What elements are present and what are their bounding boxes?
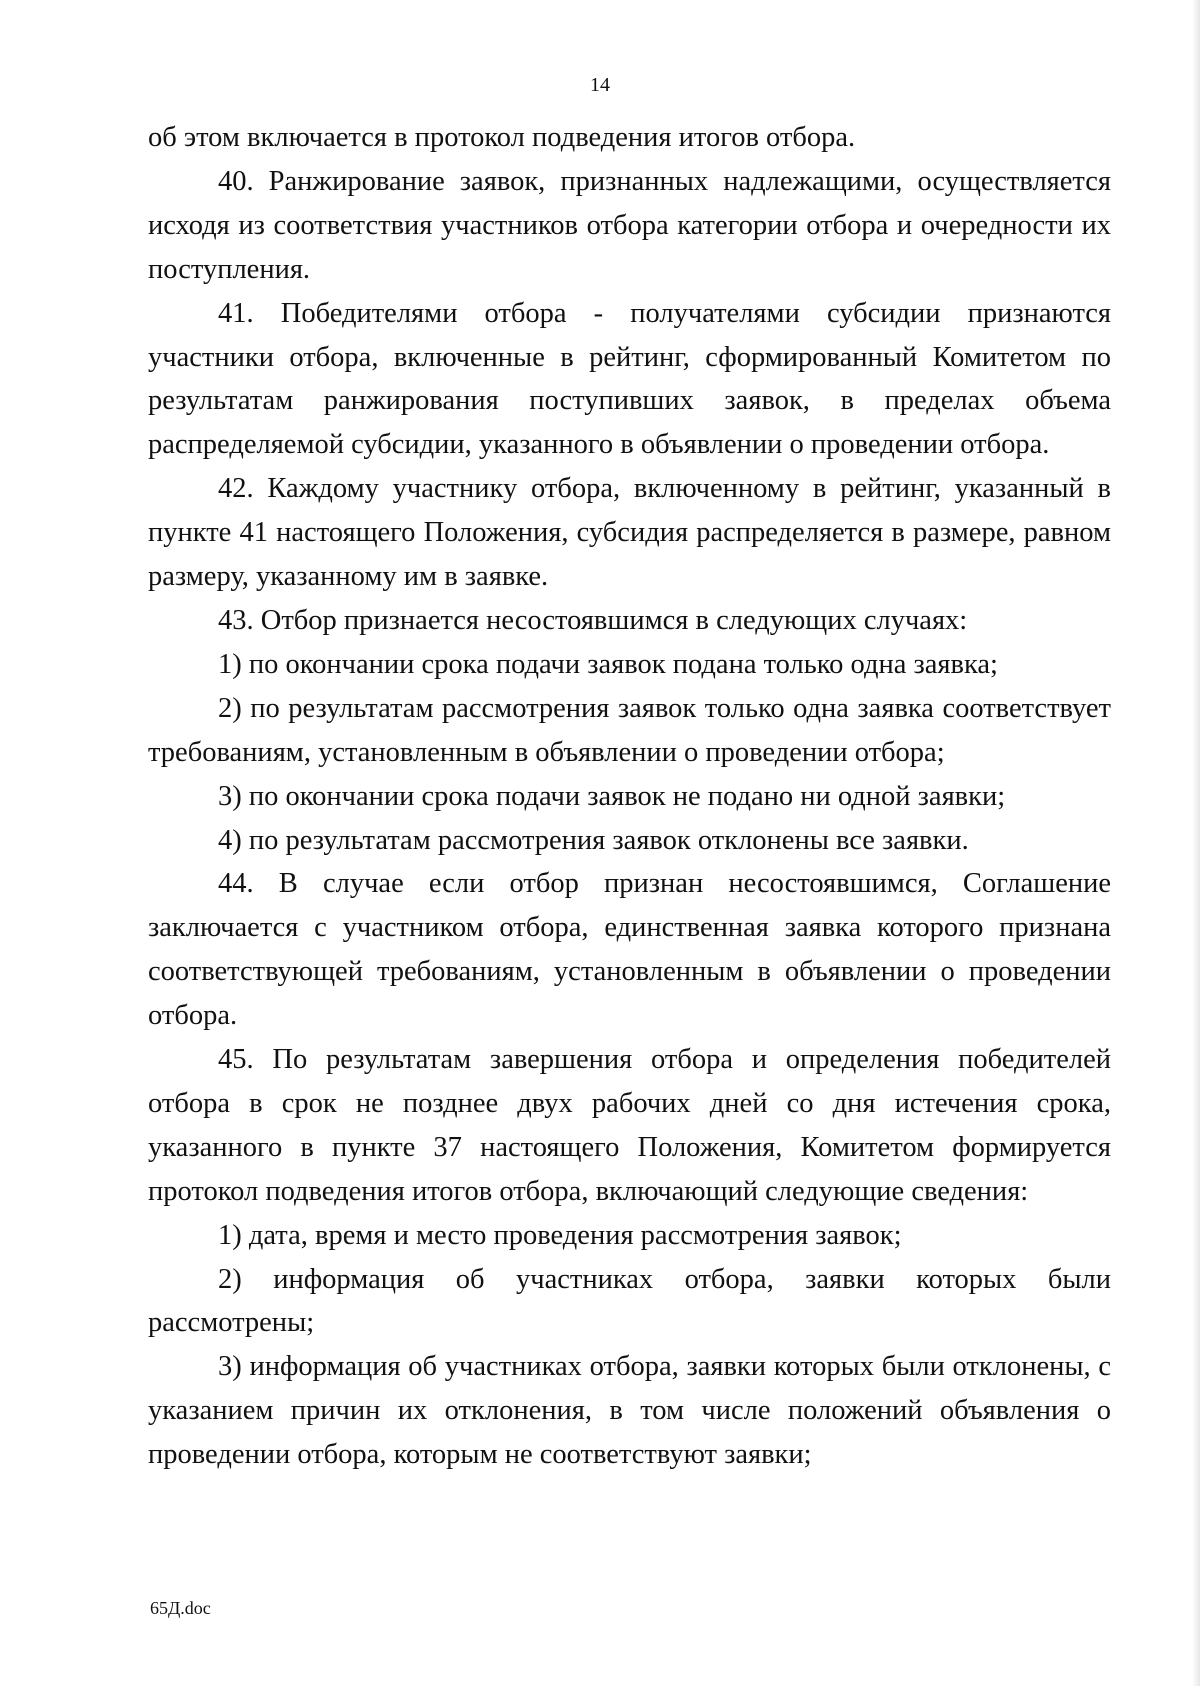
paragraph-40: 40. Ранжирование заявок, признанных надлежащими, осуществляется исходя из соответствия участников отбора категории отбора и очередности их поступления. — [148, 165, 1111, 285]
paragraph-45: 45. По результатам завершения отбора и определения победителей отбора в срок не позднее двух рабочих дней со дня истечения срока, указанного в пункте 37 настоящего Положения, Комитетом формируется протокол подведения итогов отбора, включающий следующие сведения: — [148, 1044, 1111, 1207]
paragraph-41: 41. Победителями отбора - получателями субсидии признаются участники отбора, включенные в рейтинг, сформированный Комитетом по результатам ранжирования поступивших заявок, в пределах объема распределяемой субсидии, указанного в объявлении о проведении отбора. — [148, 297, 1111, 461]
list-item-43-2: 2) по результатам рассмотрения заявок только одна заявка соответствует требованиям, установленным в объявлении о проведении отбора; — [148, 692, 1111, 768]
paragraph-42: 42. Каждому участнику отбора, включенному в рейтинг, указанный в пункте 41 настоящего Положения, субсидия распределяется в размере, равном размеру, указанному им в заявке. — [148, 473, 1111, 593]
list-item-43-3: 3) по окончании срока подачи заявок не подано ни одной заявки; — [218, 780, 1006, 812]
scan-edge — [1192, 0, 1200, 1686]
list-item-45-3: 3) информация об участниках отбора, заявки которых были отклонены, с указанием причин их отклонения, в том числе положений объявления о проведении отбора, которым не соответствуют заявки; — [148, 1351, 1111, 1471]
list-item-45-1: 1) дата, время и место проведения рассмотрения заявок; — [218, 1219, 902, 1251]
document-body — [148, 116, 1111, 1477]
paragraph-44: 44. В случае если отбор признан несостоявшимся, Соглашение заключается с участником отбора, единственная заявка которого признана соответствующей требованиям, установленным в объявлении о проведении отбора. — [148, 868, 1111, 1032]
list-item-43-4: 4) по результатам рассмотрения заявок отклонены все заявки. — [218, 824, 969, 856]
list-item-45-2: 2) информация об участниках отбора, заявки которых были рассмотрены; — [148, 1263, 1111, 1339]
footer-filename: 65Д.doc — [150, 1598, 211, 1618]
list-item-43-1: 1) по окончании срока подачи заявок подана только одна заявка; — [218, 648, 998, 680]
paragraph-continuation: об этом включается в протокол подведения итогов отбора. — [148, 122, 856, 153]
page-number: 14 — [590, 74, 610, 96]
paragraph-43: 43. Отбор признается несостоявшимся в следующих случаях: — [218, 604, 968, 636]
